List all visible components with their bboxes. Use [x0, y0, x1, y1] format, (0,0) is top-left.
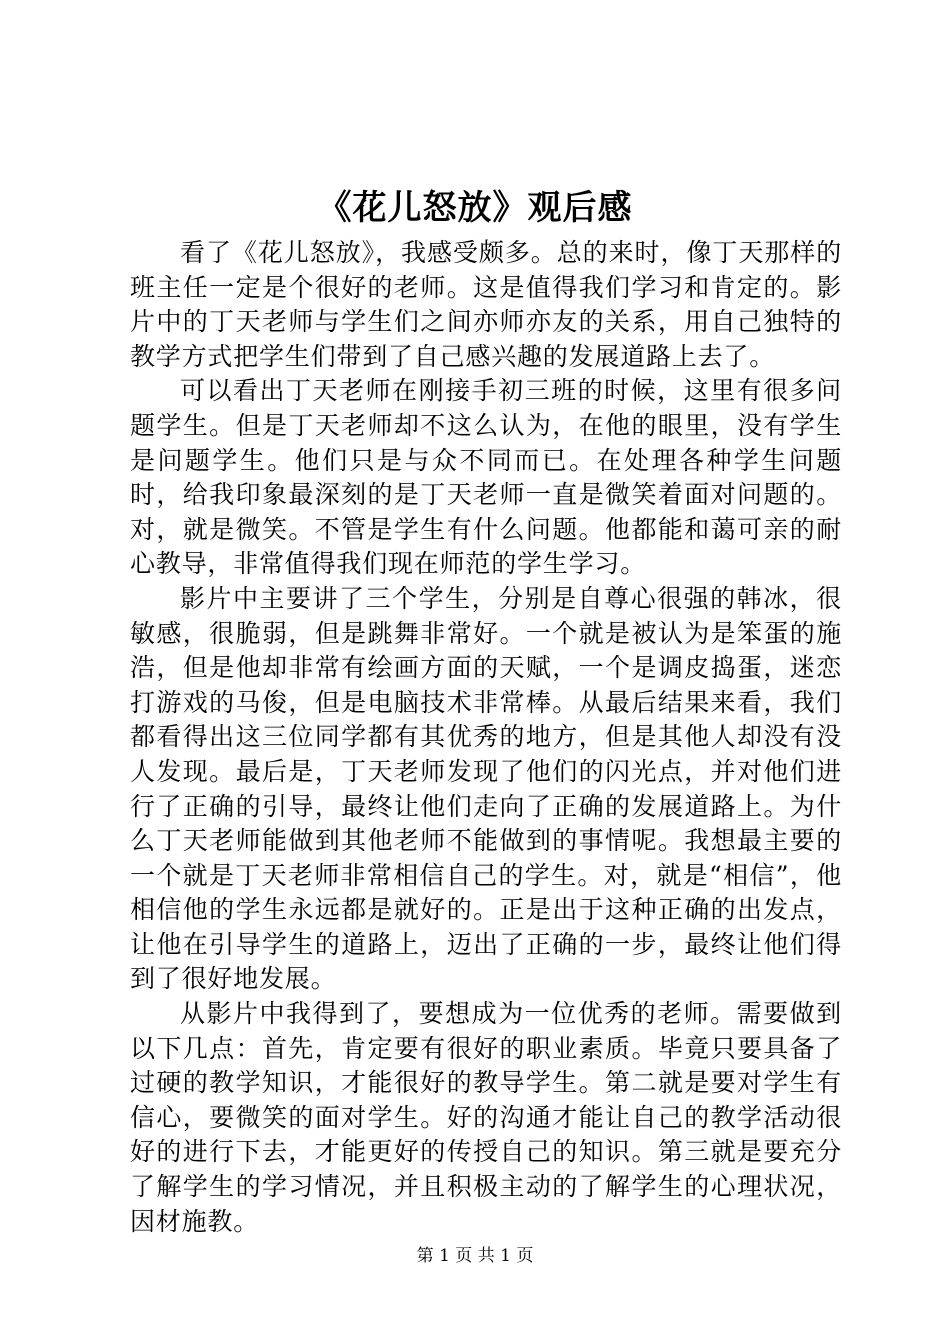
paragraph-1: 看了《花儿怒放》，我感受颇多。总的来时，像丁天那样的班主任一定是个很好的老师。这是值得我们学习和肯定的。影片中的丁天老师与学生们之间亦师亦友的关系，用自己独特的教学方式把学生们带到了自己感兴趣的发展道路上去了。	[130, 238, 842, 371]
paragraph-2: 可以看出丁天老师在刚接手初三班的时候，这里有很多问题学生。但是丁天老师却不这么认为，在他的眼里，没有学生是问题学生。他们只是与众不同而已。在处理各种学生问题时，给我印象最深刻的是丁天老师一直是微笑着面对问题的。对，就是微笑。不管是学生有什么问题。他都能和蔼可亲的耐心教导，非常值得我们现在师范的学生学习。	[130, 376, 842, 579]
page-footer: 第 1 页 共 1 页	[416, 1246, 534, 1266]
paragraph-3: 影片中主要讲了三个学生，分别是自尊心很强的韩冰，很敏感，很脆弱，但是跳舞非常好。一个就是被认为是笨蛋的施浩，但是他却非常有绘画方面的天赋，一个是调皮捣蛋，迷恋打游戏的马俊，但是电脑技术非常棒。从最后结果来看，我们都看得出这三位同学都有其优秀的地方，但是其他人却没有没人发现。最后是，丁天老师发现了他们的闪光点，并对他们进行了正确的引导，最终让他们走向了正确的发展道路上。为什么丁天老师能做到其他老师不能做到的事情呢。我想最主要的一个就是丁天老师非常相信自己的学生。对，就是“相信”，他相信他的学生永远都是就好的。正是出于这种正确的出发点，让他在引导学生的道路上，迈出了正确的一步，最终让他们得到了很好地发展。	[130, 583, 842, 994]
document-title: 《花儿怒放》观后感	[317, 188, 633, 228]
document-body	[130, 236, 842, 1239]
paragraph-4: 从影片中我得到了，要想成为一位优秀的老师。需要做到以下几点：首先，肯定要有很好的职业素质。毕竟只要具备了过硬的教学知识，才能很好的教导学生。第二就是要对学生有信心，要微笑的面对学生。好的沟通才能让自己的教学活动很好的进行下去，才能更好的传授自己的知识。第三就是要充分了解学生的学习情况，并且积极主动的了解学生的心理状况，因材施教。	[130, 999, 842, 1236]
